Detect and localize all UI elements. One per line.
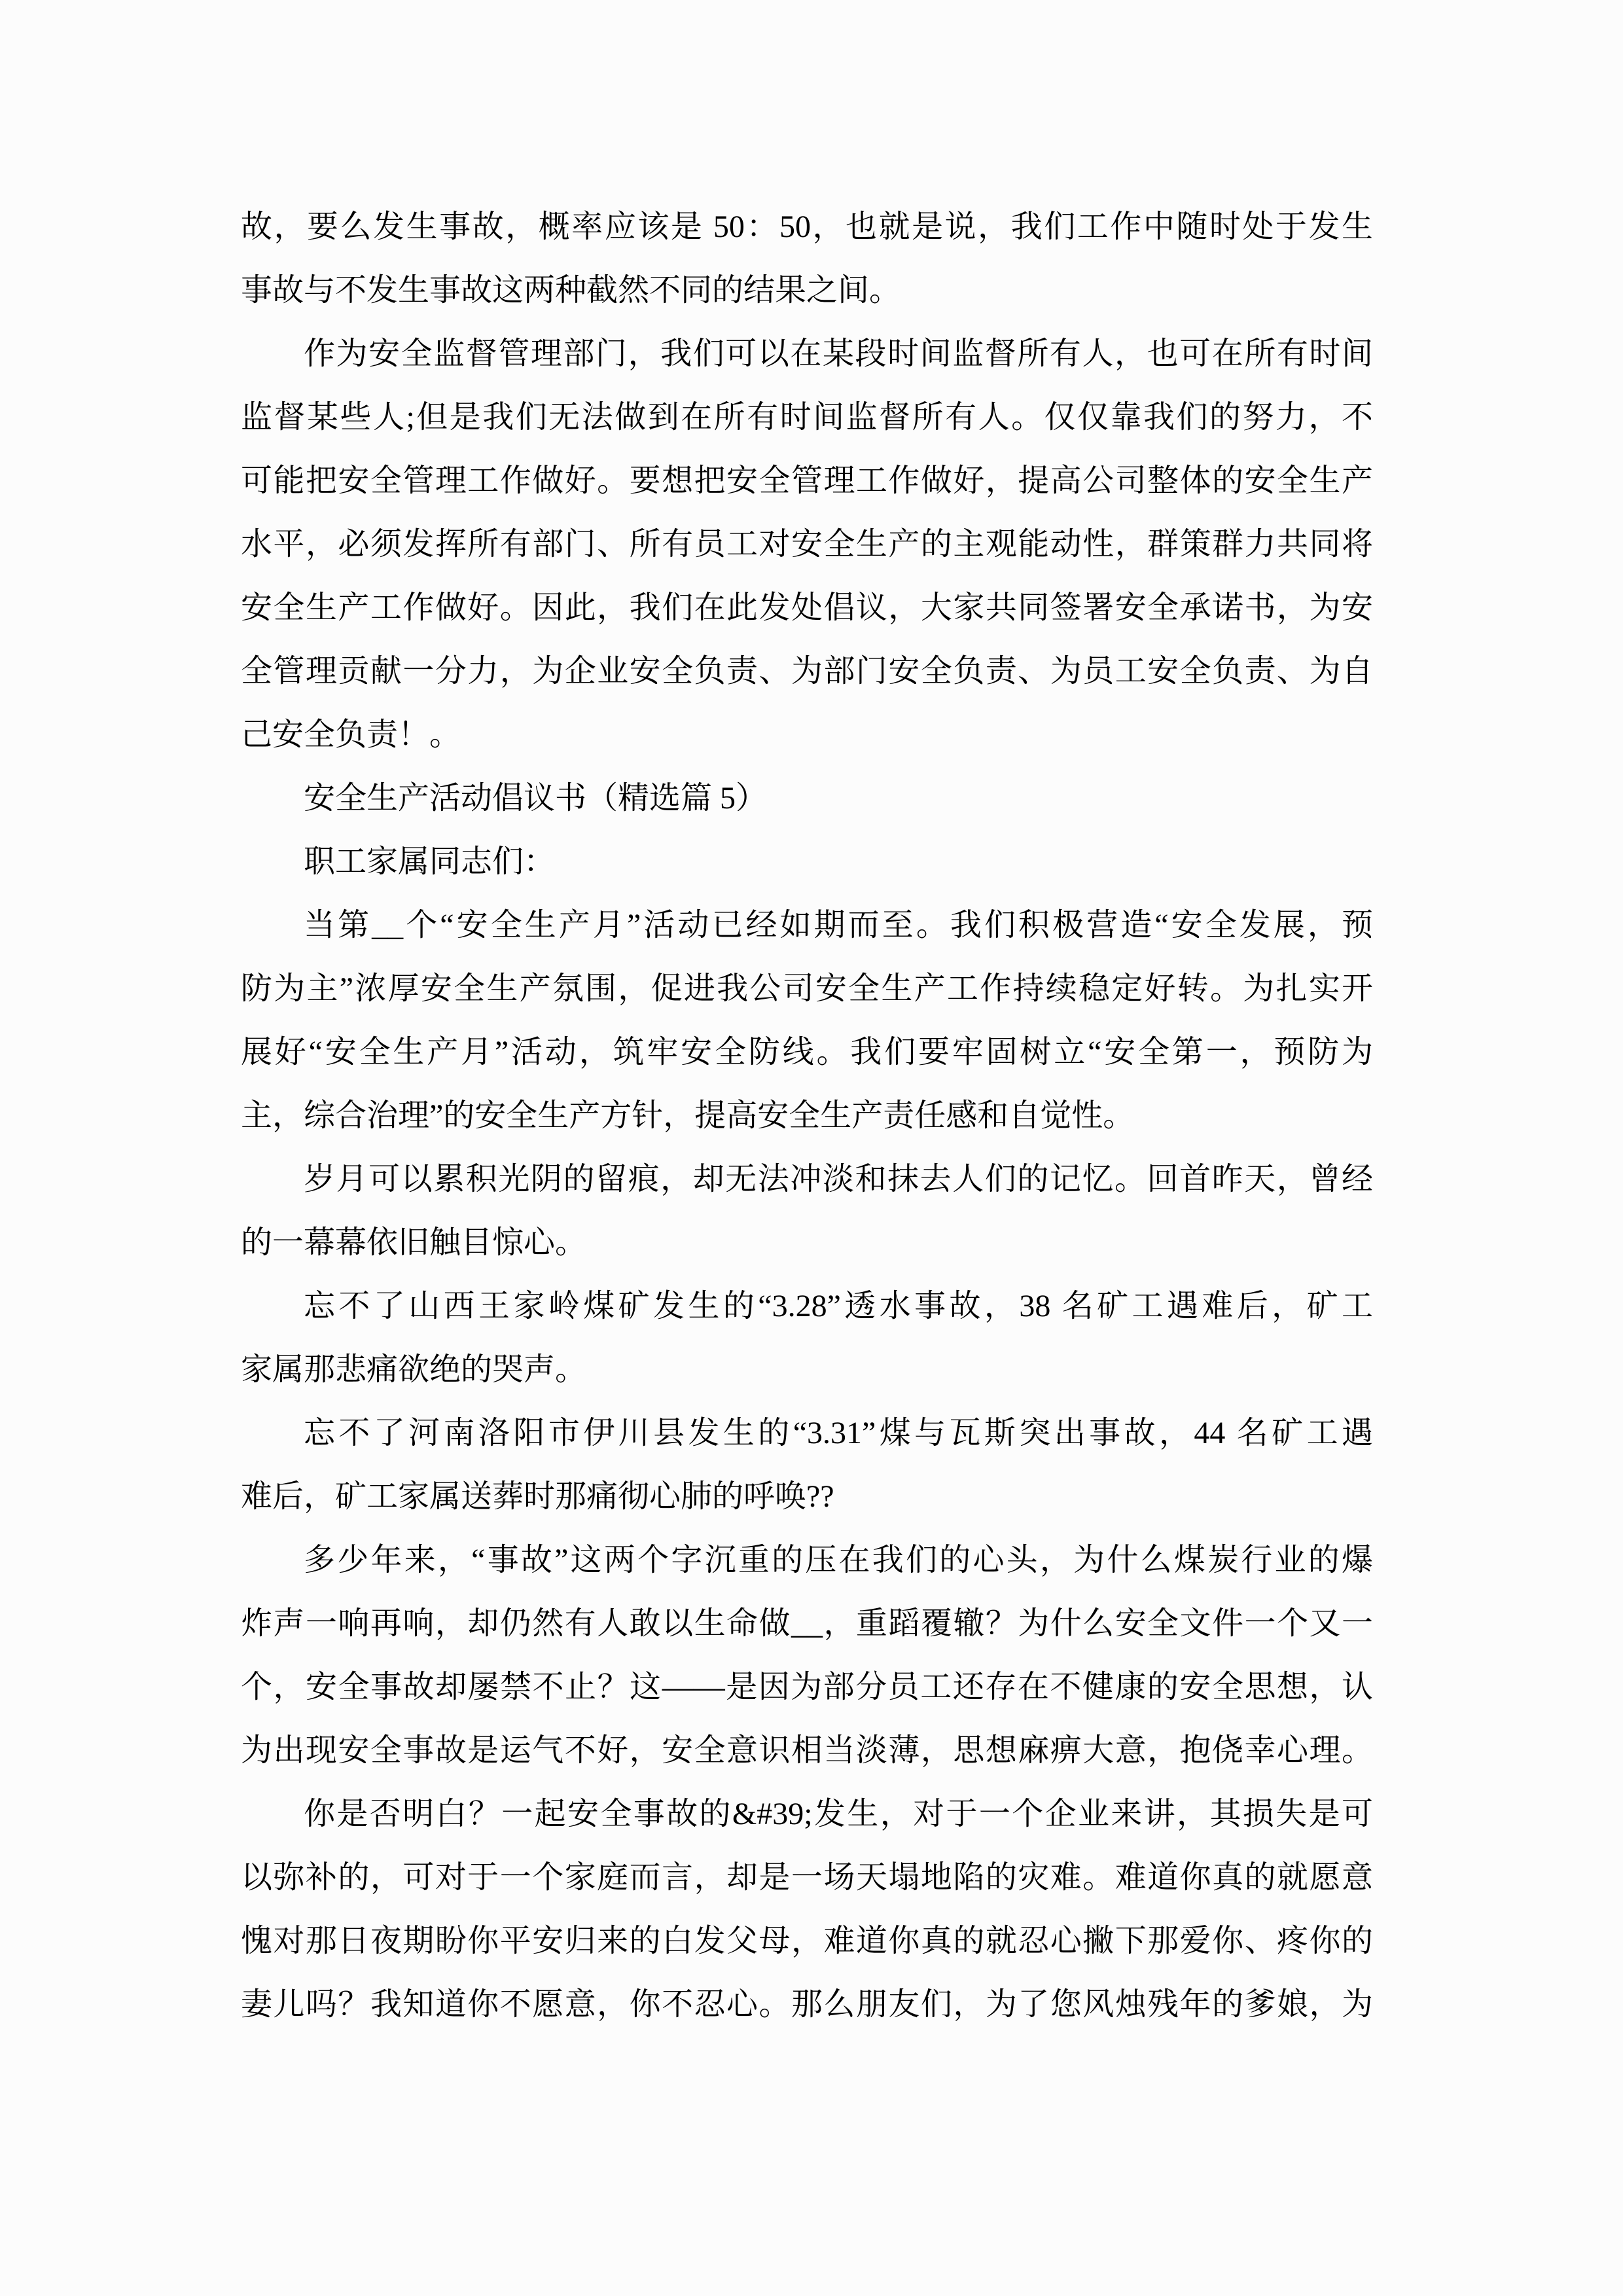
paragraph bbox=[241, 1274, 1373, 1401]
text-line: 当第__个“安全生产月”活动已经如期而至。我们积极营造“安全发展，预 bbox=[304, 908, 1373, 942]
paragraph bbox=[241, 1528, 1373, 1782]
text-line: 作为安全监督管理部门，我们可以在某段时间监督所有人，也可在所有时间 bbox=[304, 336, 1373, 371]
text-line: 妻儿吗？我知道你不愿意，你不忍心。那么朋友们，为了您风烛残年的爹娘，为 bbox=[241, 1987, 1373, 2022]
text-line: 个，安全事故却屡禁不止？这——是因为部分员工还存在不健康的安全思想，认 bbox=[241, 1670, 1373, 1704]
paragraph bbox=[241, 893, 1373, 1147]
paragraph bbox=[241, 195, 1373, 322]
text-line: 忘不了河南洛阳市伊川县发生的“3.31”煤与瓦斯突出事故，44 名矿工遇 bbox=[304, 1416, 1373, 1450]
text-line: 水平，必须发挥所有部门、所有员工对安全生产的主观能动性，群策群力共同将 bbox=[241, 527, 1373, 562]
text-line: 防为主”浓厚安全生产氛围，促进我公司安全生产工作持续稳定好转。为扎实开 bbox=[241, 971, 1373, 1006]
paragraph bbox=[241, 1401, 1373, 1528]
text-line: 职工家属同志们： bbox=[304, 844, 556, 879]
text-line: 安全生产活动倡议书（精选篇 5） bbox=[304, 781, 768, 816]
text-line: 可能把安全管理工作做好。要想把安全管理工作做好，提高公司整体的安全生产 bbox=[241, 463, 1373, 498]
text-line: 事故与不发生事故这两种截然不同的结果之间。 bbox=[241, 273, 901, 308]
text-line: 愧对那日夜期盼你平安归来的白发父母，难道你真的就忍心撇下那爱你、疼你的 bbox=[241, 1924, 1373, 1958]
paragraph bbox=[241, 1147, 1373, 1274]
text-line: 故，要么发生事故，概率应该是 50：50，也就是说，我们工作中随时处于发生 bbox=[241, 209, 1373, 244]
text-line: 监督某些人;但是我们无法做到在所有时间监督所有人。仅仅靠我们的努力，不 bbox=[241, 400, 1373, 435]
text-line: 家属那悲痛欲绝的哭声。 bbox=[241, 1352, 587, 1387]
text-line: 的一幕幕依旧触目惊心。 bbox=[241, 1225, 587, 1260]
text-line: 己安全负责！。 bbox=[241, 717, 461, 752]
text-line: 忘不了山西王家岭煤矿发生的“3.28”透水事故，38 名矿工遇难后，矿工 bbox=[304, 1289, 1373, 1323]
text-line: 以弥补的，可对于一个家庭而言，却是一场天塌地陷的灾难。难道你真的就愿意 bbox=[241, 1860, 1373, 1895]
text-line: 难后，矿工家属送葬时那痛彻心肺的呼唤?? bbox=[241, 1479, 834, 1514]
text-line: 主，综合治理”的安全生产方针，提高安全生产责任感和自觉性。 bbox=[241, 1098, 1135, 1133]
paragraph bbox=[241, 830, 1373, 893]
paragraph bbox=[241, 766, 1373, 830]
text-line: 为出现安全事故是运气不好，安全意识相当淡薄，思想麻痹大意，抱侥幸心理。 bbox=[241, 1733, 1373, 1768]
text-line: 多少年来，“事故”这两个字沉重的压在我们的心头，为什么煤炭行业的爆 bbox=[304, 1543, 1373, 1577]
paragraph bbox=[241, 1782, 1373, 2036]
document-text-block bbox=[241, 195, 1373, 2036]
text-line: 安全生产工作做好。因此，我们在此发处倡议，大家共同签署安全承诺书，为安 bbox=[241, 590, 1373, 625]
text-line: 你是否明白？一起安全事故的&#39;发生，对于一个企业来讲，其损失是可 bbox=[304, 1797, 1373, 1831]
text-line: 岁月可以累积光阴的留痕，却无法冲淡和抹去人们的记忆。回首昨天，曾经 bbox=[304, 1162, 1373, 1196]
text-line: 全管理贡献一分力，为企业安全负责、为部门安全负责、为员工安全负责、为自 bbox=[241, 654, 1373, 689]
text-line: 炸声一响再响，却仍然有人敢以生命做__，重蹈覆辙？为什么安全文件一个又一 bbox=[241, 1606, 1373, 1641]
paragraph bbox=[241, 322, 1373, 766]
text-line: 展好“安全生产月”活动，筑牢安全防线。我们要牢固树立“安全第一，预防为 bbox=[241, 1035, 1373, 1069]
